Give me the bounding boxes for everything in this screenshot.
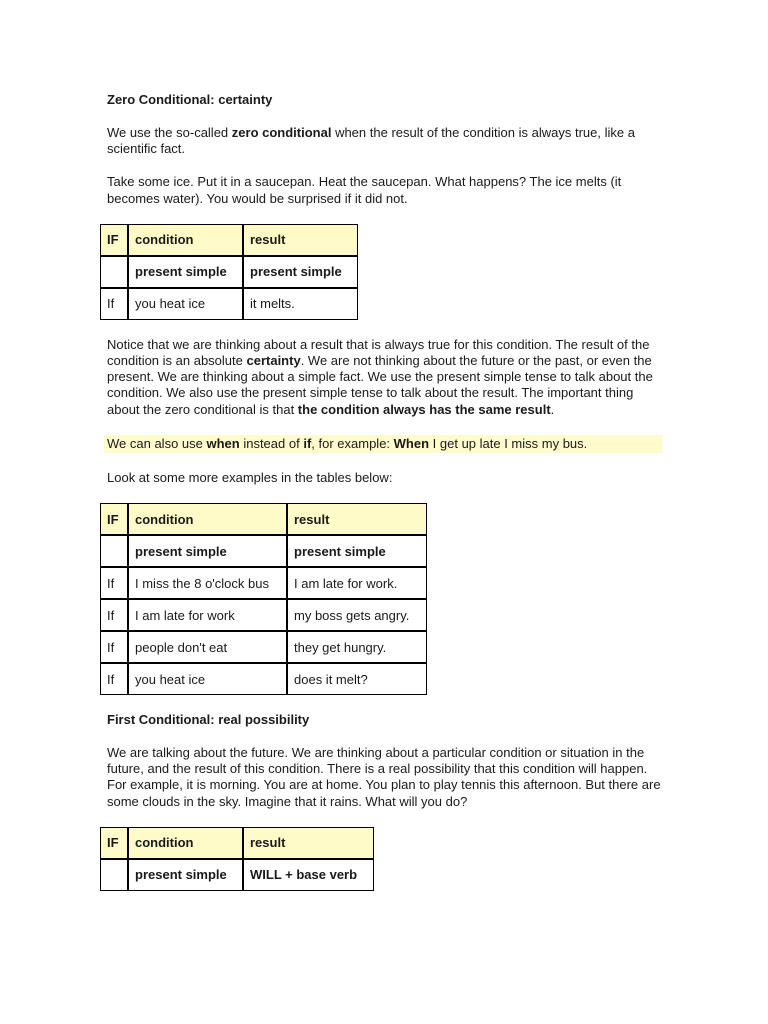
tense-condition: present simple (129, 536, 288, 568)
table-header-row (101, 225, 357, 257)
tense-result: WILL + base verb (250, 867, 358, 883)
table-tense-row (101, 536, 426, 568)
table-row: If I am late for work my boss gets angry. (101, 600, 426, 632)
zero-conditional-examples-table (100, 503, 427, 695)
more-examples-paragraph: Look at some more examples in the tables below: (107, 469, 393, 485)
table-row: If people don't eat they get hungry. (101, 632, 426, 664)
tense-condition: present simple (129, 860, 244, 890)
first-conditional-title: First Conditional: real possibility (107, 712, 310, 728)
table-row: If you heat ice does it melt? (101, 664, 426, 694)
header-if: IF (101, 504, 129, 536)
first-conditional-table (100, 827, 374, 891)
tense-result: present simple (288, 536, 426, 568)
zero-conditional-term: zero conditional (231, 125, 332, 140)
header-if: IF (101, 225, 129, 257)
tense-if (101, 257, 129, 289)
tense-if (101, 536, 129, 568)
table-row: If you heat ice it melts. (101, 289, 357, 319)
header-result: result (244, 225, 357, 257)
highlighted-when-note: We can also use when instead of if, for example: When I get up late I miss my bus. (104, 435, 662, 453)
header-result: result (244, 828, 373, 860)
header-condition: condition (129, 828, 244, 860)
tense-if (101, 860, 129, 890)
tense-result: present simple (244, 257, 357, 289)
zero-conditional-title: Zero Conditional: certainty (107, 92, 273, 107)
header-condition: condition (129, 225, 244, 257)
certainty-paragraph: Notice that we are thinking about a result that is always true for this condition. The result of the condition is an absolute certainty. We are not thinking about the future or the past, or even the present. We are thinking about a simple fact. We use the present simple tense to talk about the condition. We also use the present simple tense to talk about the result. The important thing about the zero conditional is that the condition always has the same result. (107, 336, 653, 417)
ice-example-paragraph: Take some ice. Put it in a saucepan. Heat the saucepan. What happens? The ice melts (it becomes water). You would be surprised if it did not. (107, 174, 622, 206)
table-header-row (101, 828, 373, 860)
table-tense-row (101, 257, 357, 289)
header-if: IF (101, 828, 129, 860)
zero-intro-paragraph: We use the so-called zero conditional when the result of the condition is always true, like a scientific fact. (107, 125, 635, 157)
table-header-row (101, 504, 426, 536)
tense-condition: present simple (129, 257, 244, 289)
table-tense-row (101, 860, 373, 890)
document-page (107, 92, 667, 908)
zero-conditional-table (100, 224, 358, 320)
header-condition: condition (129, 504, 288, 536)
table-row: If I miss the 8 o'clock bus I am late for work. (101, 568, 426, 600)
header-result: result (288, 504, 426, 536)
first-intro-paragraph: We are talking about the future. We are thinking about a particular condition or situation in the future, and the result of this condition. There is a real possibility that this condition will happen. For example, it is morning. You are at home. You plan to play tennis this afternoon. But there are some clouds in the sky. Imagine that it rains. What will you do? (107, 745, 661, 809)
